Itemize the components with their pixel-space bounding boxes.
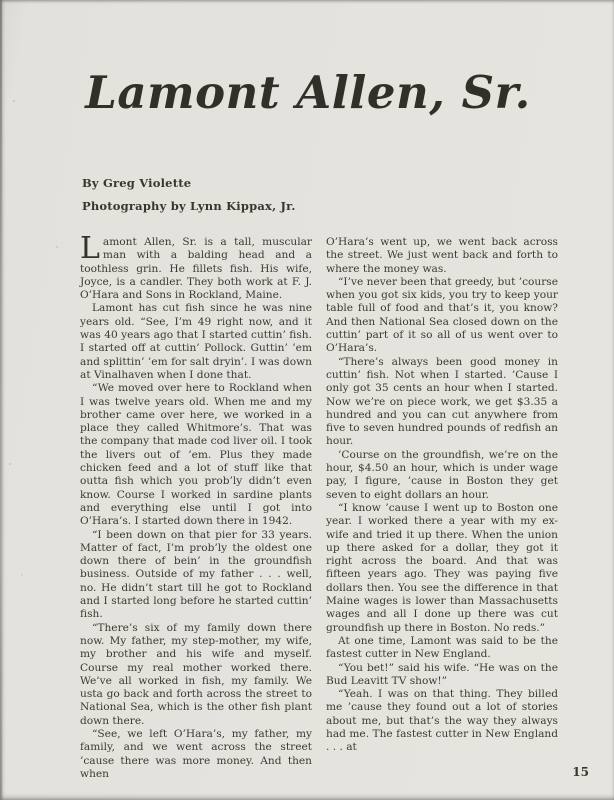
photography-credit: Photography by Lynn Kippax, Jr. — [82, 199, 296, 213]
paragraph: “We moved over here to Rockland when I was twelve years old. When me and my brother came over here, we worked in a place they called Whitmore’s. That was the company that made cod liver oil. I took the livers out of ’em. Plus they made chicken feed and a lot of stuff like that outta fish which you prob’ly didn’t even know. Course I worked in sardine plants and everything else until I got into O’Hara’s. I started down there in 1942. — [80, 382, 312, 528]
paragraph: At one time, Lamont was said to be the fastest cutter in New England. — [326, 634, 558, 661]
paragraph: “You bet!” said his wife. “He was on the Bud Leavitt TV show!” — [326, 661, 558, 687]
paragraph: ’Course on the groundfish, we’re on the hour, $4.50 an hour, which is under wage pay, I figure, ’cause in Boston they get seven to eight dollars an hour. — [326, 448, 558, 501]
text-column-left — [80, 231, 312, 781]
paragraph: “I know ’cause I went up to Boston one year. I worked there a year with my ex-wife and tried it up there. When the union up there asked for a dollar, they got it right across the board. And that was fifteen years ago. They was paying five dollars then. You see the difference in that Maine wages is lower than Massachusetts wages and all I done up there was cut groundfish up there in Boston. No reds.” — [326, 501, 558, 634]
paragraph: “See, we left O’Hara’s, my father, my family, and we went across the street ’cause there was more money. And then when — [80, 727, 312, 780]
paragraph: “I’ve never been that greedy, but ’course when you got six kids, you try to keep your table full of food and that’s it, you know? And then National Sea closed down on the cuttin’ part of it so all of us went over to O’Hara’s. — [326, 275, 558, 355]
paragraph: “I been down on that pier for 33 years. Matter of fact, I’m prob’ly the oldest one down there of bein’ in the groundfish business. Outside of my father . . . well, no. He didn’t start till he got to Rockland and I started long before he started cuttin’ fish. — [80, 528, 312, 621]
paragraph: O’Hara’s went up, we went back across the street. We just went back and forth to where the money was. — [326, 236, 558, 275]
page-binding-edge — [0, 0, 2, 800]
page-number: 15 — [572, 765, 589, 779]
paragraph: “There’s always been good money in cuttin’ fish. Not when I started. ’Cause I only got 35 cents an hour when I started. Now we’re on piece work, we get $3.35 a hundred and you can cut anywhere from five to seven hundred pounds of redfish an hour. — [326, 355, 558, 448]
paragraph: Lamont has cut fish since he was nine years old. “See, I’m 49 right now, and it was 40 years ago that I started cuttin’ fish. I started off at cuttin’ Pollock. Guttin’ ’em and splittin’ ’em for salt dryin’. I was down at Vinalhaven when I done that. — [80, 302, 312, 381]
text-column-right — [326, 236, 558, 781]
paragraph: “There’s six of my family down there now. My father, my step-mother, my wife, my brother and his wife and myself. Course my real mother worked there. We’ve all worked in fish, my family. We usta go back and forth across the street to National Sea, which is the other fish plant down there. — [80, 621, 312, 727]
paragraph: Lamont Allen, Sr. is a tall, muscular man with a balding head and a toothless grin. He fillets fish. His wife, Joyce, is a candler. They both work at F. J. O’Hara and Sons in Rockland, Maine. — [80, 231, 312, 302]
article-body — [80, 231, 558, 781]
paragraph: “Yeah. I was on that thing. They billed me ’cause they found out a lot of stories about me, but that’s the way they always had me. The fastest cutter in New England . . . at — [326, 688, 558, 754]
author-byline: By Greg Violette — [82, 176, 192, 190]
byline-block — [82, 176, 296, 222]
article-title: Lamont Allen, Sr. — [85, 66, 531, 119]
